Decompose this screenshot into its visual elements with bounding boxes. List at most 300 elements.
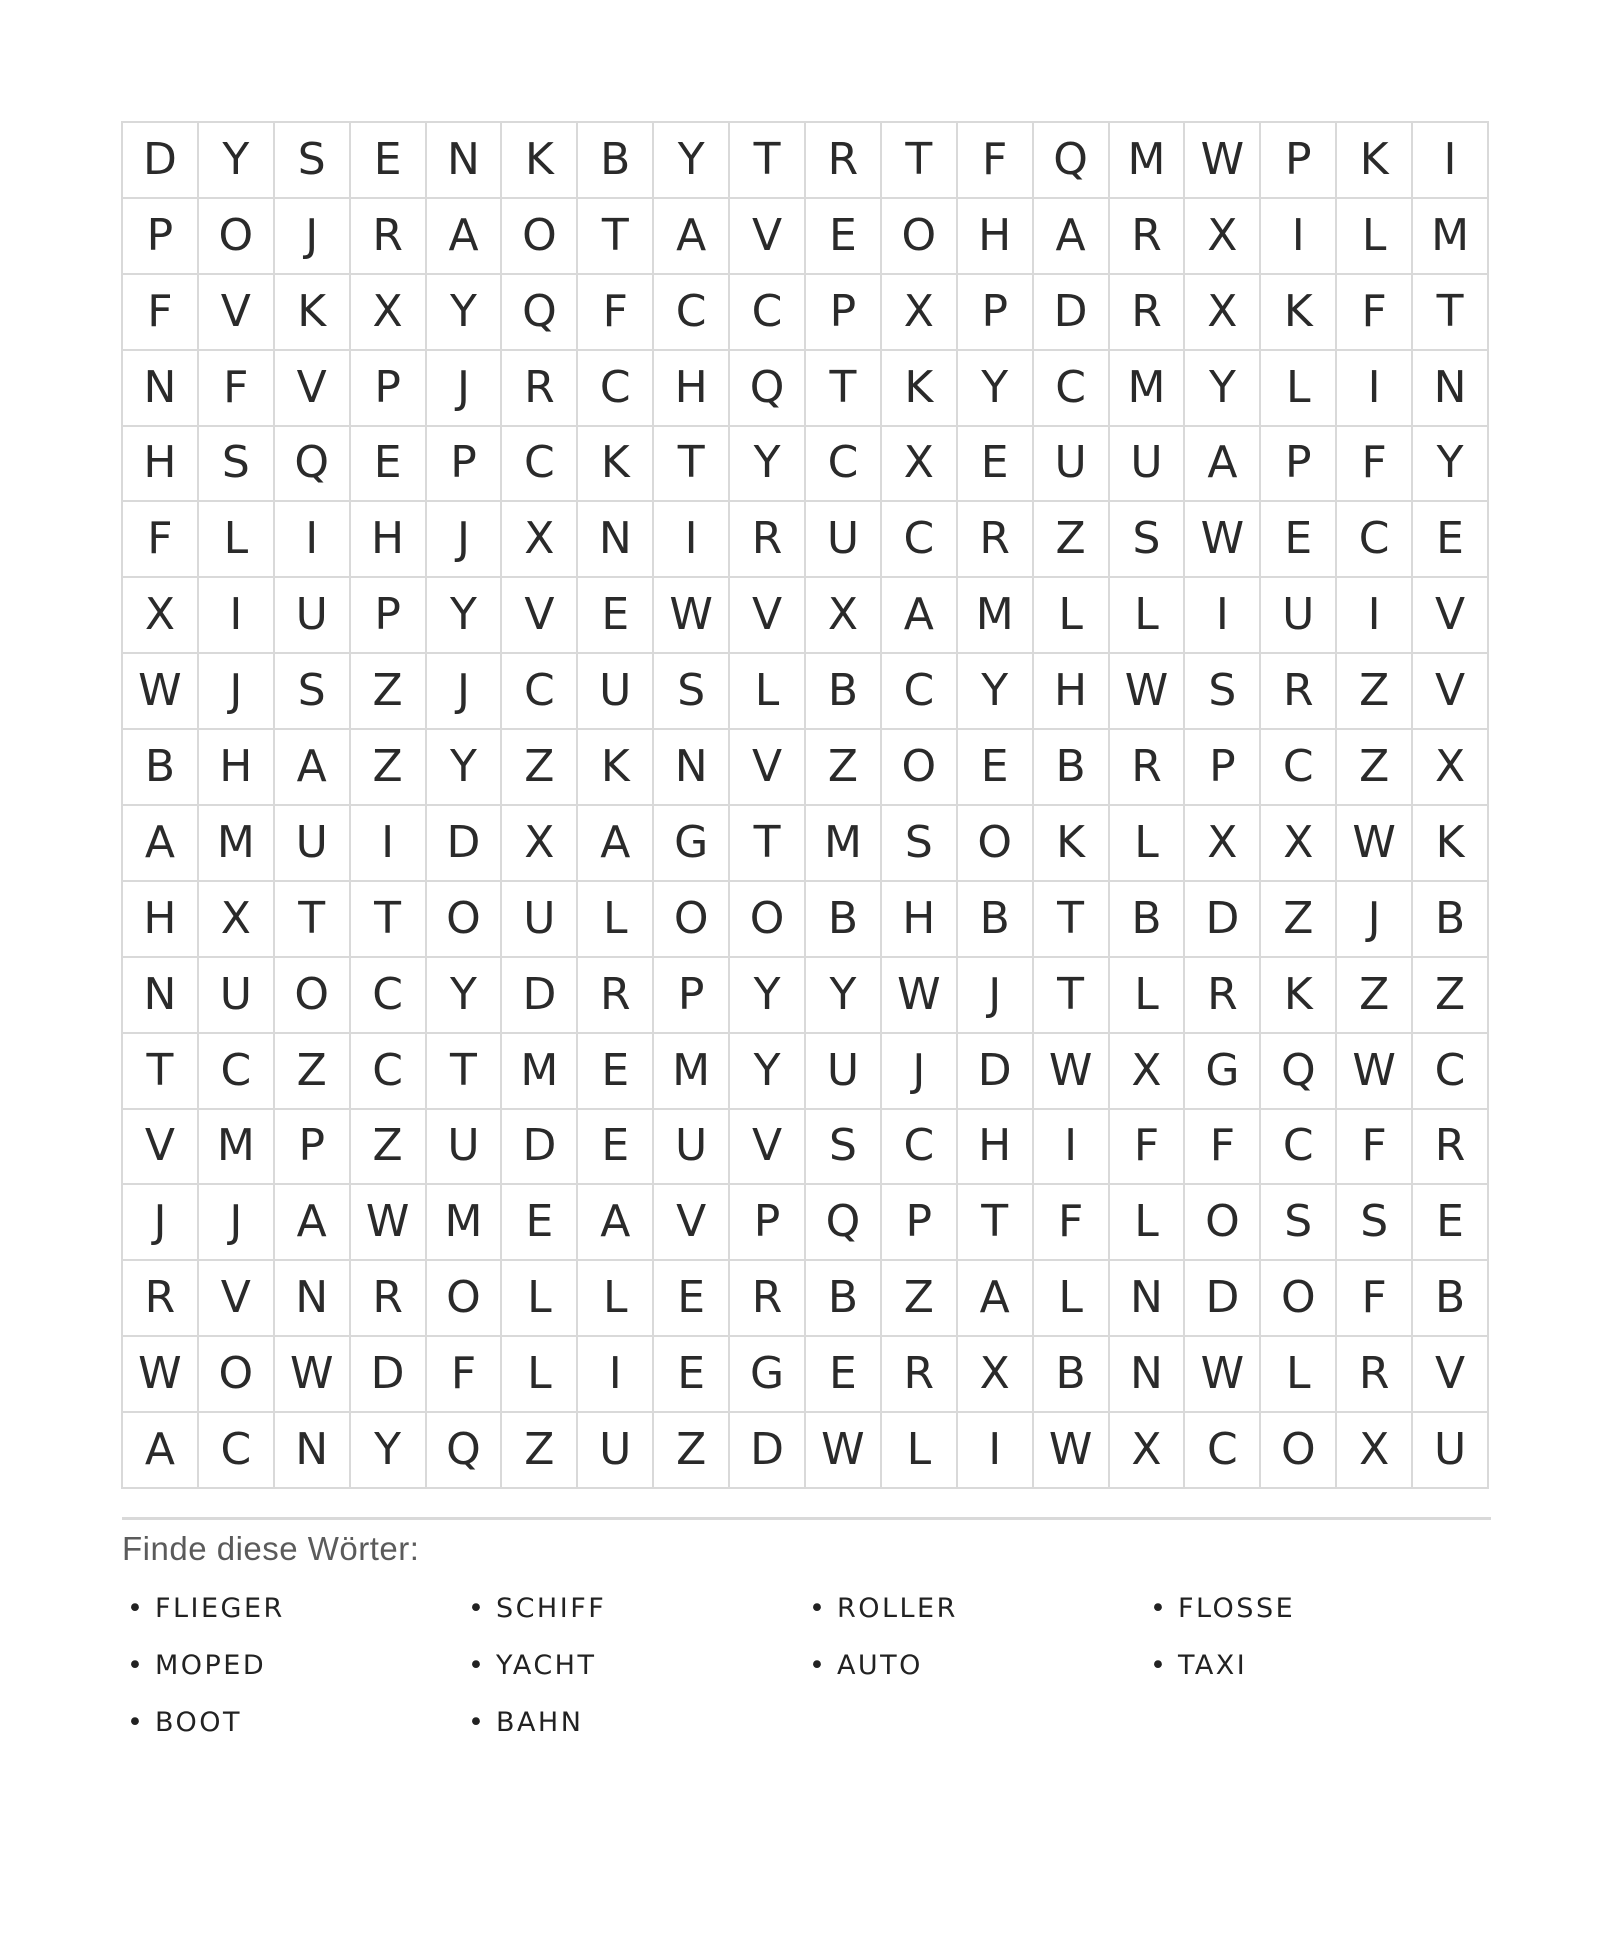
grid-cell[interactable]: O [199, 1337, 275, 1413]
grid-cell[interactable]: O [427, 1261, 503, 1337]
grid-cell[interactable]: X [882, 427, 958, 503]
grid-cell[interactable]: Z [1337, 958, 1413, 1034]
grid-cell[interactable]: J [199, 654, 275, 730]
grid-cell[interactable]: Q [427, 1413, 503, 1489]
grid-cell[interactable]: L [1110, 806, 1186, 882]
grid-cell[interactable]: U [578, 654, 654, 730]
grid-cell[interactable]: H [958, 199, 1034, 275]
grid-cell[interactable]: O [882, 199, 958, 275]
grid-cell[interactable]: Z [351, 654, 427, 730]
grid-cell[interactable]: R [730, 502, 806, 578]
grid-cell[interactable]: O [958, 806, 1034, 882]
grid-cell[interactable]: P [275, 1110, 351, 1186]
grid-cell[interactable]: E [654, 1261, 730, 1337]
grid-cell[interactable]: H [351, 502, 427, 578]
grid-cell[interactable]: E [578, 578, 654, 654]
grid-cell[interactable]: U [654, 1110, 730, 1186]
grid-cell[interactable]: J [427, 654, 503, 730]
grid-cell[interactable]: V [1413, 578, 1489, 654]
grid-cell[interactable]: U [199, 958, 275, 1034]
grid-cell[interactable]: Z [1413, 958, 1489, 1034]
grid-cell[interactable]: Y [351, 1413, 427, 1489]
grid-cell[interactable]: C [351, 1034, 427, 1110]
grid-cell[interactable]: S [275, 123, 351, 199]
grid-cell[interactable]: L [1034, 578, 1110, 654]
grid-cell[interactable]: L [1261, 1337, 1337, 1413]
grid-cell[interactable]: M [199, 806, 275, 882]
grid-cell[interactable]: R [806, 123, 882, 199]
grid-cell[interactable]: H [199, 730, 275, 806]
grid-cell[interactable]: P [1261, 427, 1337, 503]
grid-cell[interactable]: Z [882, 1261, 958, 1337]
grid-cell[interactable]: I [1337, 578, 1413, 654]
grid-cell[interactable]: V [654, 1185, 730, 1261]
grid-cell[interactable]: Q [1034, 123, 1110, 199]
grid-cell[interactable]: I [275, 502, 351, 578]
grid-cell[interactable]: E [578, 1110, 654, 1186]
grid-cell[interactable]: U [1413, 1413, 1489, 1489]
grid-cell[interactable]: T [578, 199, 654, 275]
grid-cell[interactable]: S [275, 654, 351, 730]
grid-cell[interactable]: J [123, 1185, 199, 1261]
grid-cell[interactable]: C [1034, 351, 1110, 427]
grid-cell[interactable]: W [123, 654, 199, 730]
grid-cell[interactable]: N [275, 1413, 351, 1489]
grid-cell[interactable]: W [1337, 1034, 1413, 1110]
grid-cell[interactable]: L [578, 882, 654, 958]
grid-cell[interactable]: Y [730, 427, 806, 503]
grid-cell[interactable]: K [1261, 275, 1337, 351]
grid-cell[interactable]: B [958, 882, 1034, 958]
grid-cell[interactable]: F [958, 123, 1034, 199]
grid-cell[interactable]: W [123, 1337, 199, 1413]
grid-cell[interactable]: W [882, 958, 958, 1034]
grid-cell[interactable]: U [1261, 578, 1337, 654]
grid-cell[interactable]: S [654, 654, 730, 730]
grid-cell[interactable]: I [578, 1337, 654, 1413]
grid-cell[interactable]: Y [730, 1034, 806, 1110]
grid-cell[interactable]: Z [806, 730, 882, 806]
grid-cell[interactable]: N [275, 1261, 351, 1337]
grid-cell[interactable]: R [882, 1337, 958, 1413]
grid-cell[interactable]: D [1185, 882, 1261, 958]
grid-cell[interactable]: T [730, 806, 806, 882]
grid-cell[interactable]: K [1261, 958, 1337, 1034]
grid-cell[interactable]: Y [427, 958, 503, 1034]
grid-cell[interactable]: I [199, 578, 275, 654]
grid-cell[interactable]: D [502, 1110, 578, 1186]
grid-cell[interactable]: D [958, 1034, 1034, 1110]
grid-cell[interactable]: L [502, 1337, 578, 1413]
grid-cell[interactable]: M [1413, 199, 1489, 275]
grid-cell[interactable]: B [578, 123, 654, 199]
grid-cell[interactable]: E [1413, 1185, 1489, 1261]
grid-cell[interactable]: D [427, 806, 503, 882]
grid-cell[interactable]: V [730, 199, 806, 275]
grid-cell[interactable]: F [123, 275, 199, 351]
grid-cell[interactable]: N [654, 730, 730, 806]
grid-cell[interactable]: T [882, 123, 958, 199]
grid-cell[interactable]: S [199, 427, 275, 503]
grid-cell[interactable]: W [351, 1185, 427, 1261]
grid-cell[interactable]: B [1034, 730, 1110, 806]
grid-cell[interactable]: X [1185, 806, 1261, 882]
grid-cell[interactable]: C [1261, 730, 1337, 806]
grid-cell[interactable]: U [427, 1110, 503, 1186]
grid-cell[interactable]: D [123, 123, 199, 199]
grid-cell[interactable]: A [578, 1185, 654, 1261]
grid-cell[interactable]: W [1110, 654, 1186, 730]
grid-cell[interactable]: O [730, 882, 806, 958]
grid-cell[interactable]: A [123, 806, 199, 882]
grid-cell[interactable]: R [1261, 654, 1337, 730]
grid-cell[interactable]: U [806, 502, 882, 578]
grid-cell[interactable]: E [351, 427, 427, 503]
grid-cell[interactable]: A [275, 730, 351, 806]
grid-cell[interactable]: A [1034, 199, 1110, 275]
grid-cell[interactable]: M [654, 1034, 730, 1110]
grid-cell[interactable]: U [275, 806, 351, 882]
grid-cell[interactable]: X [882, 275, 958, 351]
grid-cell[interactable]: O [427, 882, 503, 958]
grid-cell[interactable]: C [351, 958, 427, 1034]
grid-cell[interactable]: X [1413, 730, 1489, 806]
grid-cell[interactable]: X [1110, 1413, 1186, 1489]
grid-cell[interactable]: N [427, 123, 503, 199]
grid-cell[interactable]: T [1413, 275, 1489, 351]
grid-cell[interactable]: Y [958, 351, 1034, 427]
grid-cell[interactable]: F [1185, 1110, 1261, 1186]
grid-cell[interactable]: P [1261, 123, 1337, 199]
grid-cell[interactable]: E [1413, 502, 1489, 578]
grid-cell[interactable]: C [502, 654, 578, 730]
grid-cell[interactable]: T [730, 123, 806, 199]
grid-cell[interactable]: R [351, 1261, 427, 1337]
grid-cell[interactable]: Z [502, 1413, 578, 1489]
grid-cell[interactable]: Y [806, 958, 882, 1034]
grid-cell[interactable]: R [1337, 1337, 1413, 1413]
grid-cell[interactable]: C [502, 427, 578, 503]
grid-cell[interactable]: W [1034, 1413, 1110, 1489]
grid-cell[interactable]: V [502, 578, 578, 654]
grid-cell[interactable]: T [427, 1034, 503, 1110]
grid-cell[interactable]: H [958, 1110, 1034, 1186]
grid-cell[interactable]: K [502, 123, 578, 199]
grid-cell[interactable]: V [199, 275, 275, 351]
grid-cell[interactable]: N [1413, 351, 1489, 427]
grid-cell[interactable]: I [654, 502, 730, 578]
grid-cell[interactable]: C [199, 1413, 275, 1489]
grid-cell[interactable]: J [199, 1185, 275, 1261]
grid-cell[interactable]: H [123, 882, 199, 958]
grid-cell[interactable]: R [1110, 199, 1186, 275]
grid-cell[interactable]: C [199, 1034, 275, 1110]
grid-cell[interactable]: K [1337, 123, 1413, 199]
grid-cell[interactable]: C [1413, 1034, 1489, 1110]
grid-cell[interactable]: O [882, 730, 958, 806]
grid-cell[interactable]: C [882, 654, 958, 730]
grid-cell[interactable]: X [1185, 275, 1261, 351]
grid-cell[interactable]: P [654, 958, 730, 1034]
grid-cell[interactable]: U [275, 578, 351, 654]
grid-cell[interactable]: H [882, 882, 958, 958]
grid-cell[interactable]: B [1110, 882, 1186, 958]
grid-cell[interactable]: S [1261, 1185, 1337, 1261]
grid-cell[interactable]: H [654, 351, 730, 427]
grid-cell[interactable]: I [351, 806, 427, 882]
grid-cell[interactable]: A [275, 1185, 351, 1261]
grid-cell[interactable]: R [958, 502, 1034, 578]
grid-cell[interactable]: K [882, 351, 958, 427]
grid-cell[interactable]: M [958, 578, 1034, 654]
grid-cell[interactable]: A [958, 1261, 1034, 1337]
grid-cell[interactable]: V [123, 1110, 199, 1186]
grid-cell[interactable]: W [806, 1413, 882, 1489]
grid-cell[interactable]: V [199, 1261, 275, 1337]
grid-cell[interactable]: P [806, 275, 882, 351]
grid-cell[interactable]: R [578, 958, 654, 1034]
grid-cell[interactable]: E [806, 199, 882, 275]
grid-cell[interactable]: Z [502, 730, 578, 806]
grid-cell[interactable]: O [1261, 1413, 1337, 1489]
grid-cell[interactable]: X [199, 882, 275, 958]
grid-cell[interactable]: M [806, 806, 882, 882]
grid-cell[interactable]: T [958, 1185, 1034, 1261]
grid-cell[interactable]: N [1110, 1261, 1186, 1337]
grid-cell[interactable]: A [1185, 427, 1261, 503]
grid-cell[interactable]: X [123, 578, 199, 654]
grid-cell[interactable]: T [1034, 882, 1110, 958]
grid-cell[interactable]: X [1110, 1034, 1186, 1110]
grid-cell[interactable]: I [1413, 123, 1489, 199]
grid-cell[interactable]: Z [351, 1110, 427, 1186]
grid-cell[interactable]: F [427, 1337, 503, 1413]
grid-cell[interactable]: X [806, 578, 882, 654]
grid-cell[interactable]: F [123, 502, 199, 578]
grid-cell[interactable]: Z [275, 1034, 351, 1110]
grid-cell[interactable]: Y [958, 654, 1034, 730]
grid-cell[interactable]: R [1110, 275, 1186, 351]
grid-cell[interactable]: Y [427, 578, 503, 654]
grid-cell[interactable]: P [351, 351, 427, 427]
grid-cell[interactable]: Y [730, 958, 806, 1034]
grid-cell[interactable]: R [351, 199, 427, 275]
grid-cell[interactable]: B [806, 882, 882, 958]
grid-cell[interactable]: C [1185, 1413, 1261, 1489]
grid-cell[interactable]: Q [502, 275, 578, 351]
grid-cell[interactable]: B [123, 730, 199, 806]
grid-cell[interactable]: D [351, 1337, 427, 1413]
grid-cell[interactable]: E [958, 427, 1034, 503]
grid-cell[interactable]: Y [427, 730, 503, 806]
grid-cell[interactable]: G [1185, 1034, 1261, 1110]
grid-cell[interactable]: L [1337, 199, 1413, 275]
grid-cell[interactable]: A [123, 1413, 199, 1489]
grid-cell[interactable]: V [1413, 654, 1489, 730]
grid-cell[interactable]: S [1337, 1185, 1413, 1261]
grid-cell[interactable]: J [958, 958, 1034, 1034]
grid-cell[interactable]: T [275, 882, 351, 958]
grid-cell[interactable]: E [351, 123, 427, 199]
grid-cell[interactable]: K [1413, 806, 1489, 882]
grid-cell[interactable]: V [1413, 1337, 1489, 1413]
grid-cell[interactable]: K [578, 427, 654, 503]
grid-cell[interactable]: C [654, 275, 730, 351]
grid-cell[interactable]: T [806, 351, 882, 427]
grid-cell[interactable]: N [123, 958, 199, 1034]
grid-cell[interactable]: Y [427, 275, 503, 351]
grid-cell[interactable]: T [351, 882, 427, 958]
grid-cell[interactable]: F [199, 351, 275, 427]
grid-cell[interactable]: X [1261, 806, 1337, 882]
grid-cell[interactable]: O [1261, 1261, 1337, 1337]
grid-cell[interactable]: U [806, 1034, 882, 1110]
grid-cell[interactable]: N [123, 351, 199, 427]
grid-cell[interactable]: I [1337, 351, 1413, 427]
grid-cell[interactable]: K [275, 275, 351, 351]
grid-cell[interactable]: B [1034, 1337, 1110, 1413]
grid-cell[interactable]: M [502, 1034, 578, 1110]
grid-cell[interactable]: A [654, 199, 730, 275]
grid-cell[interactable]: M [427, 1185, 503, 1261]
grid-cell[interactable]: L [1034, 1261, 1110, 1337]
grid-cell[interactable]: E [958, 730, 1034, 806]
grid-cell[interactable]: W [654, 578, 730, 654]
grid-cell[interactable]: L [1110, 578, 1186, 654]
grid-cell[interactable]: R [730, 1261, 806, 1337]
grid-cell[interactable]: S [1185, 654, 1261, 730]
grid-cell[interactable]: P [123, 199, 199, 275]
grid-cell[interactable]: A [427, 199, 503, 275]
grid-cell[interactable]: Y [654, 123, 730, 199]
grid-cell[interactable]: E [578, 1034, 654, 1110]
grid-cell[interactable]: E [502, 1185, 578, 1261]
grid-cell[interactable]: F [1337, 1110, 1413, 1186]
grid-cell[interactable]: A [882, 578, 958, 654]
grid-cell[interactable]: Y [1413, 427, 1489, 503]
grid-cell[interactable]: C [1337, 502, 1413, 578]
grid-cell[interactable]: V [730, 1110, 806, 1186]
grid-cell[interactable]: G [654, 806, 730, 882]
grid-cell[interactable]: Q [806, 1185, 882, 1261]
grid-cell[interactable]: P [730, 1185, 806, 1261]
grid-cell[interactable]: E [806, 1337, 882, 1413]
grid-cell[interactable]: P [351, 578, 427, 654]
grid-cell[interactable]: C [730, 275, 806, 351]
grid-cell[interactable]: D [1034, 275, 1110, 351]
grid-cell[interactable]: I [1034, 1110, 1110, 1186]
grid-cell[interactable]: I [958, 1413, 1034, 1489]
grid-cell[interactable]: W [1185, 123, 1261, 199]
grid-cell[interactable]: J [882, 1034, 958, 1110]
grid-cell[interactable]: F [1337, 275, 1413, 351]
grid-cell[interactable]: O [199, 199, 275, 275]
grid-cell[interactable]: R [1185, 958, 1261, 1034]
grid-cell[interactable]: O [1185, 1185, 1261, 1261]
grid-cell[interactable]: N [1110, 1337, 1186, 1413]
grid-cell[interactable]: Q [730, 351, 806, 427]
grid-cell[interactable]: C [882, 1110, 958, 1186]
grid-cell[interactable]: W [1185, 502, 1261, 578]
grid-cell[interactable]: R [502, 351, 578, 427]
grid-cell[interactable]: J [275, 199, 351, 275]
grid-cell[interactable]: F [1337, 1261, 1413, 1337]
grid-cell[interactable]: Z [1337, 654, 1413, 730]
grid-cell[interactable]: X [1185, 199, 1261, 275]
grid-cell[interactable]: A [578, 806, 654, 882]
grid-cell[interactable]: F [1110, 1110, 1186, 1186]
grid-cell[interactable]: G [730, 1337, 806, 1413]
grid-cell[interactable]: Y [199, 123, 275, 199]
grid-cell[interactable]: V [275, 351, 351, 427]
grid-cell[interactable]: C [1261, 1110, 1337, 1186]
grid-cell[interactable]: I [1185, 578, 1261, 654]
grid-cell[interactable]: T [654, 427, 730, 503]
grid-cell[interactable]: C [882, 502, 958, 578]
grid-cell[interactable]: Q [1261, 1034, 1337, 1110]
grid-cell[interactable]: D [502, 958, 578, 1034]
grid-cell[interactable]: B [806, 1261, 882, 1337]
grid-cell[interactable]: M [1110, 351, 1186, 427]
grid-cell[interactable]: P [882, 1185, 958, 1261]
grid-cell[interactable]: Z [1337, 730, 1413, 806]
grid-cell[interactable]: Z [1261, 882, 1337, 958]
grid-cell[interactable]: D [730, 1413, 806, 1489]
grid-cell[interactable]: L [502, 1261, 578, 1337]
grid-cell[interactable]: L [1261, 351, 1337, 427]
grid-cell[interactable]: C [578, 351, 654, 427]
grid-cell[interactable]: L [578, 1261, 654, 1337]
grid-cell[interactable]: J [1337, 882, 1413, 958]
grid-cell[interactable]: Z [1034, 502, 1110, 578]
grid-cell[interactable]: P [427, 427, 503, 503]
grid-cell[interactable]: R [123, 1261, 199, 1337]
grid-cell[interactable]: D [1185, 1261, 1261, 1337]
grid-cell[interactable]: T [1034, 958, 1110, 1034]
grid-cell[interactable]: N [578, 502, 654, 578]
grid-cell[interactable]: Q [275, 427, 351, 503]
grid-cell[interactable]: W [1185, 1337, 1261, 1413]
grid-cell[interactable]: L [1110, 958, 1186, 1034]
grid-cell[interactable]: V [730, 578, 806, 654]
grid-cell[interactable]: F [1034, 1185, 1110, 1261]
grid-cell[interactable]: F [578, 275, 654, 351]
grid-cell[interactable]: U [578, 1413, 654, 1489]
grid-cell[interactable]: L [730, 654, 806, 730]
grid-cell[interactable]: K [1034, 806, 1110, 882]
grid-cell[interactable]: S [806, 1110, 882, 1186]
grid-cell[interactable]: U [1034, 427, 1110, 503]
grid-cell[interactable]: B [1413, 1261, 1489, 1337]
grid-cell[interactable]: L [199, 502, 275, 578]
grid-cell[interactable]: B [806, 654, 882, 730]
grid-cell[interactable]: I [1261, 199, 1337, 275]
grid-cell[interactable]: B [1413, 882, 1489, 958]
grid-cell[interactable]: L [1110, 1185, 1186, 1261]
grid-cell[interactable]: C [806, 427, 882, 503]
grid-cell[interactable]: K [578, 730, 654, 806]
grid-cell[interactable]: Y [1185, 351, 1261, 427]
grid-cell[interactable]: L [882, 1413, 958, 1489]
grid-cell[interactable]: P [958, 275, 1034, 351]
grid-cell[interactable]: O [502, 199, 578, 275]
grid-cell[interactable]: X [351, 275, 427, 351]
grid-cell[interactable]: O [654, 882, 730, 958]
grid-cell[interactable]: W [1034, 1034, 1110, 1110]
grid-cell[interactable]: J [427, 351, 503, 427]
grid-cell[interactable]: X [1337, 1413, 1413, 1489]
grid-cell[interactable]: P [1185, 730, 1261, 806]
